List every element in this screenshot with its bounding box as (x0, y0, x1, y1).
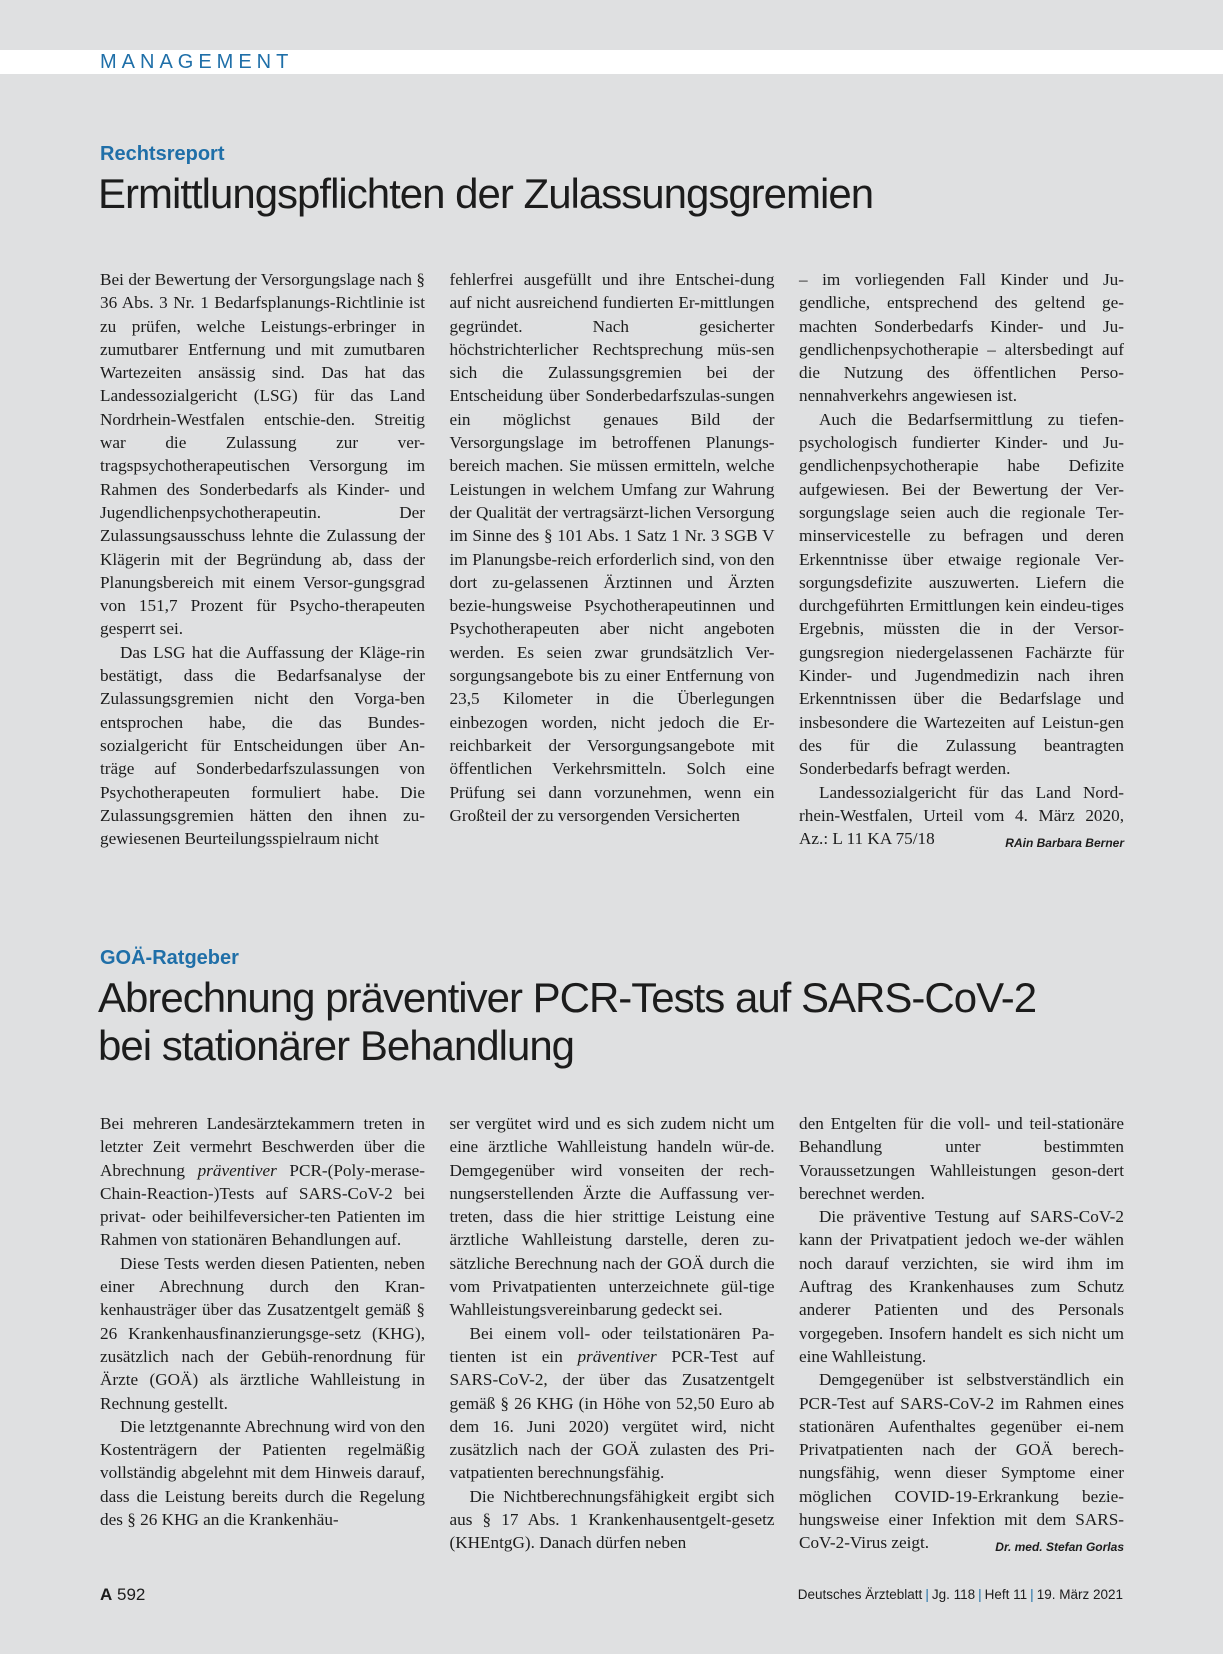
paragraph: Bei der Bewertung der Versorgungslage nach § 36 Abs. 3 Nr. 1 Bedarfsplanungs-Richtlinie ist zu prüfen, welche Leistungs-erbringer in zumutbarer Entfernung und mit zumutbaren Wartezeiten ansässig sind. Das hat das Landessozialgericht (LSG) für das Land Nordrhein-Westfalen entschie-den. Streitig war die Zulassung zur ver-tragspsychotherapeutischen Versorgung im Rahmen des Sonderbedarfs als Kinder- und Jugendlichenpsychotherapeutin. Der Zulassungsausschuss lehnte die Zulassung der Klägerin mit der Begründung ab, dass der Planungsbereich mit einem Versor-gungsgrad von 151,7 Prozent für Psycho-therapeuten gesperrt sei. (100, 270, 425, 639)
paragraph: Die letztgenannte Abrechnung wird von den Kostenträgern der Patienten regelmäßig vollständig abgelehnt mit dem Hinweis darauf, dass die Leistung bereits durch die Regelung des § 26 KHG an die Krankenhäu- (100, 1416, 425, 1530)
separator: | (978, 1587, 982, 1602)
text-run: PCR-Test auf SARS-CoV-2, der über das Zusatzentgelt gemäß § 26 KHG (in Höhe von 52,50 Euro ab dem 16. Juni 2020) vergütet wird, nicht zusätzlich nach der GOÄ zulasten des Pri-vatpatienten berechnungsfähig. (449, 1346, 775, 1483)
paragraph: ser vergütet wird und es sich zudem nicht um eine ärztliche Wahlleistung handeln wür-de. Demgegenüber wird vonseiten der rech-nungserstellenden Ärzte die Auffassung ver-treten, dass die hier strittige Leistung eine ärztliche Wahlleistung darstelle, deren zu-sätzliche Berechnung nach der GOÄ durch die vom Privatpatienten unterzeichnete gül-tige Wahlleistungsvereinbarung gedeckt sei. (449, 1114, 775, 1320)
emphasis: präventiver (197, 1160, 277, 1180)
text-run: Bei einem voll- oder teilstationären Pa-tienten ist ein (449, 1323, 775, 1366)
paragraph: Die Nichtberechnungsfähigkeit ergibt sich aus § 17 Abs. 1 Krankenhausentgelt-gesetz (KHEntgG). Danach dürfen neben (449, 1486, 775, 1553)
page-number-value: 592 (117, 1585, 146, 1604)
text-run: Bei mehreren Landesärztekammern treten in letzter Zeit vermehrt Beschwerden über die Abrechnung (100, 1114, 425, 1180)
author-byline: RAin Barbara Berner (1005, 836, 1124, 851)
journal-info (798, 1587, 1123, 1602)
journal-date: 19. März 2021 (1036, 1587, 1123, 1602)
citation: Landessozialgericht für das Land Nord-rhein-Westfalen, Urteil vom 4. März 2020, Az.: L 11 KA 75/18 (799, 782, 1124, 849)
journal-issue: Heft 11 (984, 1587, 1028, 1602)
author-byline: Dr. med. Stefan Gorlas (995, 1540, 1124, 1555)
paragraph (100, 1112, 425, 1252)
journal-volume: Jg. 118 (931, 1587, 976, 1602)
article1-body (100, 268, 1124, 855)
article2-column-1 (100, 1112, 425, 1560)
article1-title: Ermittlungspflichten der Zulassungsgremien (98, 170, 874, 217)
separator: | (1030, 1587, 1034, 1602)
paragraph: – im vorliegenden Fall Kinder und Ju-gendliche, entsprechend des geltend ge-machten Sonderbedarfs Kinder- und Ju-gendlichenpsychotherapie – altersbedingt auf die Nutzung des öffentlichen Perso-nennahverkehrs angewiesen ist. (799, 270, 1124, 406)
section-label: MANAGEMENT (100, 51, 294, 73)
paragraph: den Entgelten für die voll- und teil-stationäre Behandlung unter bestimmten Voraussetzungen Wahlleistungen geson-dert berechnet werden. (799, 1114, 1124, 1203)
paragraph: Diese Tests werden diesen Patienten, neben einer Abrechnung durch den Kran-kenhausträger über das Zusatzentgelt gemäß § 26 Krankenhausfinanzierungsge-setz (KHG), zusätzlich nach der Gebüh-renordnung für Ärzte (GOÄ) als ärztliche Wahlleistung in Rechnung gestellt. (100, 1253, 425, 1413)
title-line: bei stationärer Behandlung (98, 1022, 575, 1069)
page-number (100, 1585, 145, 1605)
article1-column-1 (100, 268, 425, 855)
paragraph: Auch die Bedarfsermittlung zu tiefen-psychologisch fundierter Kinder- und Ju-gendlichenpsychotherapie habe Defizite aufgewiesen. Bei der Bewertung der Ver-sorgungslage seien auch die regionale Ter-minservicestelle zu befragen und deren Erkenntnisse über etwaige regionale Ver-sorgungsdefizite auszuwerten. Liefern die durchgeführten Ermittlungen kein eindeu-tiges Ergebnis, müssten die in der Versor-gungsregion niedergelassenen Fachärzte für Kinder- und Jugendmedizin nach ihren Erkenntnissen über die Bedarfslage und insbesondere die Wartezeiten auf Leistun-gen des für die Zulassung beantragten Sonderbedarfs befragt werden. (799, 409, 1124, 779)
title-line: Abrechnung präventiver PCR-Tests auf SARS-CoV-2 (98, 974, 1037, 1021)
paragraph: Die präventive Testung auf SARS-CoV-2 kann der Privatpatient jedoch we-der wählen noch darauf verzichten, sie wird ihm im Auftrag des Krankenhauses zum Schutz anderer Patienten und des Personals vorgegeben. Insofern handelt es sich nicht um eine Wahlleistung. (799, 1207, 1124, 1366)
article2-column-2 (450, 1112, 775, 1560)
paragraph (450, 1322, 775, 1485)
article2-column-3 (799, 1112, 1124, 1560)
paragraph (799, 1368, 1124, 1554)
article1-column-2 (450, 268, 775, 855)
article1-column-3 (799, 268, 1124, 855)
paragraph (799, 781, 1124, 851)
text-run: Demgegenüber ist selbstverständlich ein PCR-Test auf SARS-CoV-2 im Rahmen eines stationären Aufenthaltes gegenüber ei-nem Privatpatienten nach der GOÄ berech-nungsfähig, wenn dieser Symptome einer möglichen COVID-19-Erkrankung bezie-hungsweise einer Infektion mit dem SARS-CoV-2-Virus zeigt. (799, 1370, 1124, 1553)
emphasis: präventiver (577, 1346, 657, 1366)
article1-kicker: Rechtsreport (100, 143, 225, 165)
text-run: PCR-(Poly-merase-Chain-Reaction-)Tests auf SARS-CoV-2 bei privat- oder beihilfeversicher-ten Patienten im Rahmen von stationären Behandlungen auf. (100, 1160, 425, 1250)
article2-body (100, 1112, 1124, 1560)
paragraph: fehlerfrei ausgefüllt und ihre Entschei-dung auf nicht ausreichend fundierten Er-mittlungen gegründet. Nach gesicherter höchstrichterlicher Rechtsprechung müs-sen sich die Zulassungsgremien bei der Entscheidung über Sonderbedarfszulas-sungen ein möglichst genaues Bild der Versorgungslage im betroffenen Planungs-bereich machen. Sie müssen ermitteln, welche Leistungen in welchem Umfang zur Wahrung der Qualität der vertragsärzt-lichen Versorgung im Sinne des § 101 Abs. 1 Satz 1 Nr. 3 SGB V im Planungsbe-reich erforderlich sind, von den dort zu-gelassenen Ärztinnen und Ärzten bezie-hungsweise Psychotherapeutinnen und Psychotherapeuten aber nicht angeboten werden. Es seien zwar grundsätzlich Ver-sorgungsangebote bis zu einer Entfernung von 23,5 Kilometer in die Überlegungen einbezogen worden, nicht jedoch die Er-reichbarkeit der Versorgungsangebote mit öffentlichen Verkehrsmitteln. Solch eine Prüfung sei dann vorzunehmen, wenn ein Großteil der zu versorgenden Versicherten (449, 270, 775, 825)
journal-name: Deutsches Ärzteblatt (797, 1587, 923, 1602)
article2-title (98, 974, 1118, 1070)
paragraph: Das LSG hat die Auffassung der Kläge-rin bestätigt, dass die Bedarfsanalyse der Zulassungsgremien nicht den Vorga-ben entsprochen habe, die das Bundes-sozialgericht für Entscheidungen über An-träge auf Sonderbedarfszulassungen von Psychotherapeuten formuliert habe. Die Zulassungsgremien hätten den ihnen zu-gewiesenen Beurteilungsspielraum nicht (100, 642, 425, 849)
article2-kicker: GOÄ-Ratgeber (100, 947, 239, 969)
page-prefix: A (100, 1585, 113, 1604)
separator: | (925, 1587, 929, 1602)
